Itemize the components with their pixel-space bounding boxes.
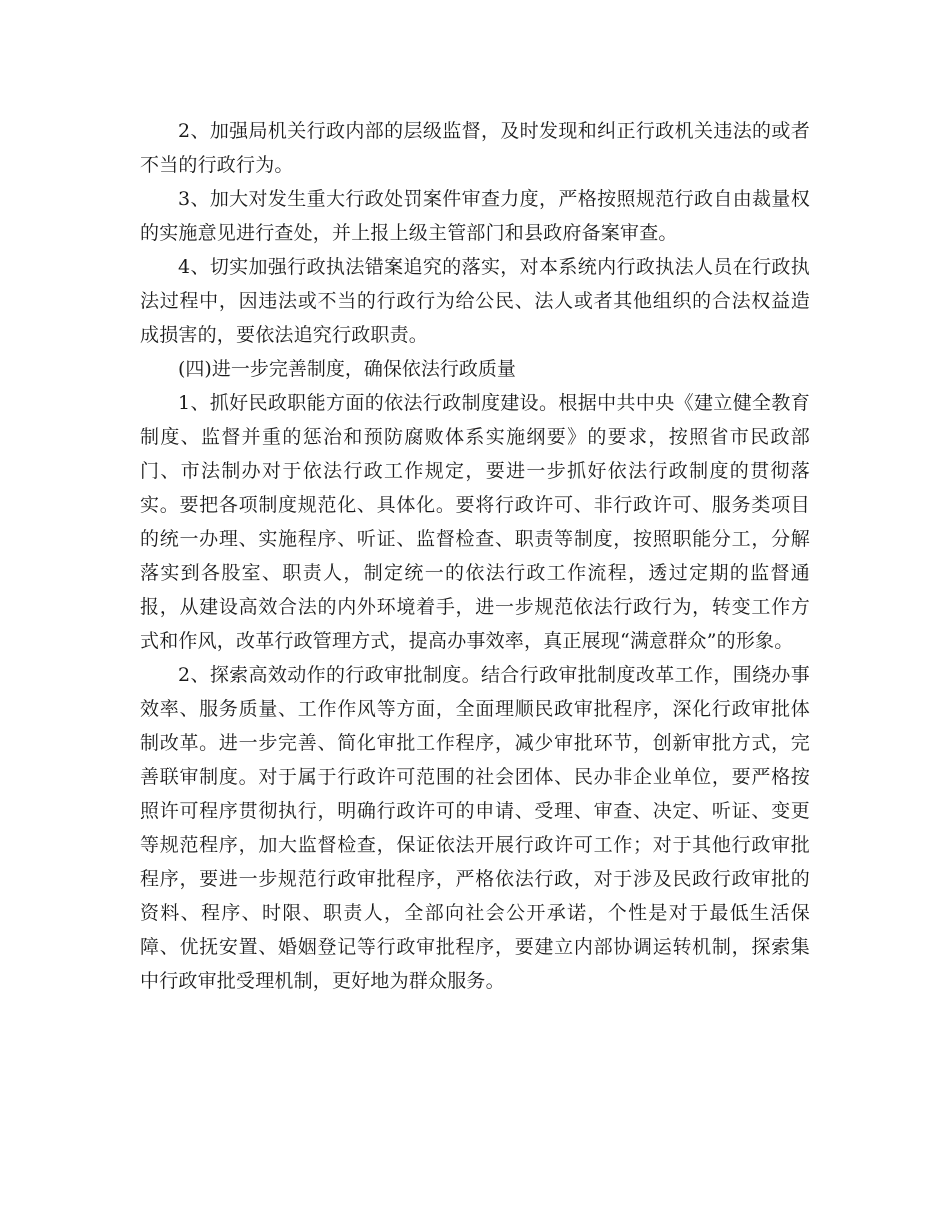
section-heading-4: (四)进一步完善制度，确保依法行政质量: [178, 358, 516, 380]
paragraph-4-error-accountability: 4、切实加强行政执法错案追究的落实，对本系统内行政执法人员在行政执法过程中，因违法或不当的行政行为给公民、法人或者其他组织的合法权益造成损害的，要依法追究行政职责。: [140, 256, 810, 346]
paragraph-2-hierarchical-supervision: 2、加强局机关行政内部的层级监督，及时发现和纠正行政机关违法的或者不当的行政行为。: [140, 120, 810, 176]
paragraph-2-approval-system: 2、探索高效动作的行政审批制度。结合行政审批制度改革工作，围绕办事效率、服务质量、工作作风等方面，全面理顺民政审批程序，深化行政审批体制改革。进一步完善、简化审批工作程序，减少审批环节，创新审批方式，完善联审制度。对于属于行政许可范围的社会团体、民办非企业单位，要严格按照许可程序贯彻执行，明确行政许可的申请、受理、审查、决定、听证、变更等规范程序，加大监督检查，保证依法开展行政许可工作；对于其他行政审批程序，要进一步规范行政审批程序，严格依法行政，对于涉及民政行政审批的资料、程序、时限、职责人，全部向社会公开承诺，个性是对于最低生活保障、优抚安置、婚姻登记等行政审批程序，要建立内部协调运转机制，探索集中行政审批受理机制，更好地为群众服务。: [140, 664, 810, 992]
document-body: [140, 114, 810, 998]
paragraph-3-penalty-review: 3、加大对发生重大行政处罚案件审查力度，严格按照规范行政自由裁量权的实施意见进行查处，并上报上级主管部门和县政府备案审查。: [140, 188, 810, 244]
paragraph-1-system-construction: 1、抓好民政职能方面的依法行政制度建设。根据中共中央《建立健全教育制度、监督并重的惩治和预防腐败体系实施纲要》的要求，按照省市民政部门、市法制办对于依法行政工作规定，要进一步抓好依法行政制度的贯彻落实。要把各项制度规范化、具体化。要将行政许可、非行政许可、服务类项目的统一办理、实施程序、听证、监督检查、职责等制度，按照职能分工，分解落实到各股室、职责人，制定统一的依法行政工作流程，透过定期的监督通报，从建设高效合法的内外环境着手，进一步规范依法行政行为，转变工作方式和作风，改革行政管理方式，提高办事效率，真正展现“满意群众”的形象。: [140, 392, 810, 652]
